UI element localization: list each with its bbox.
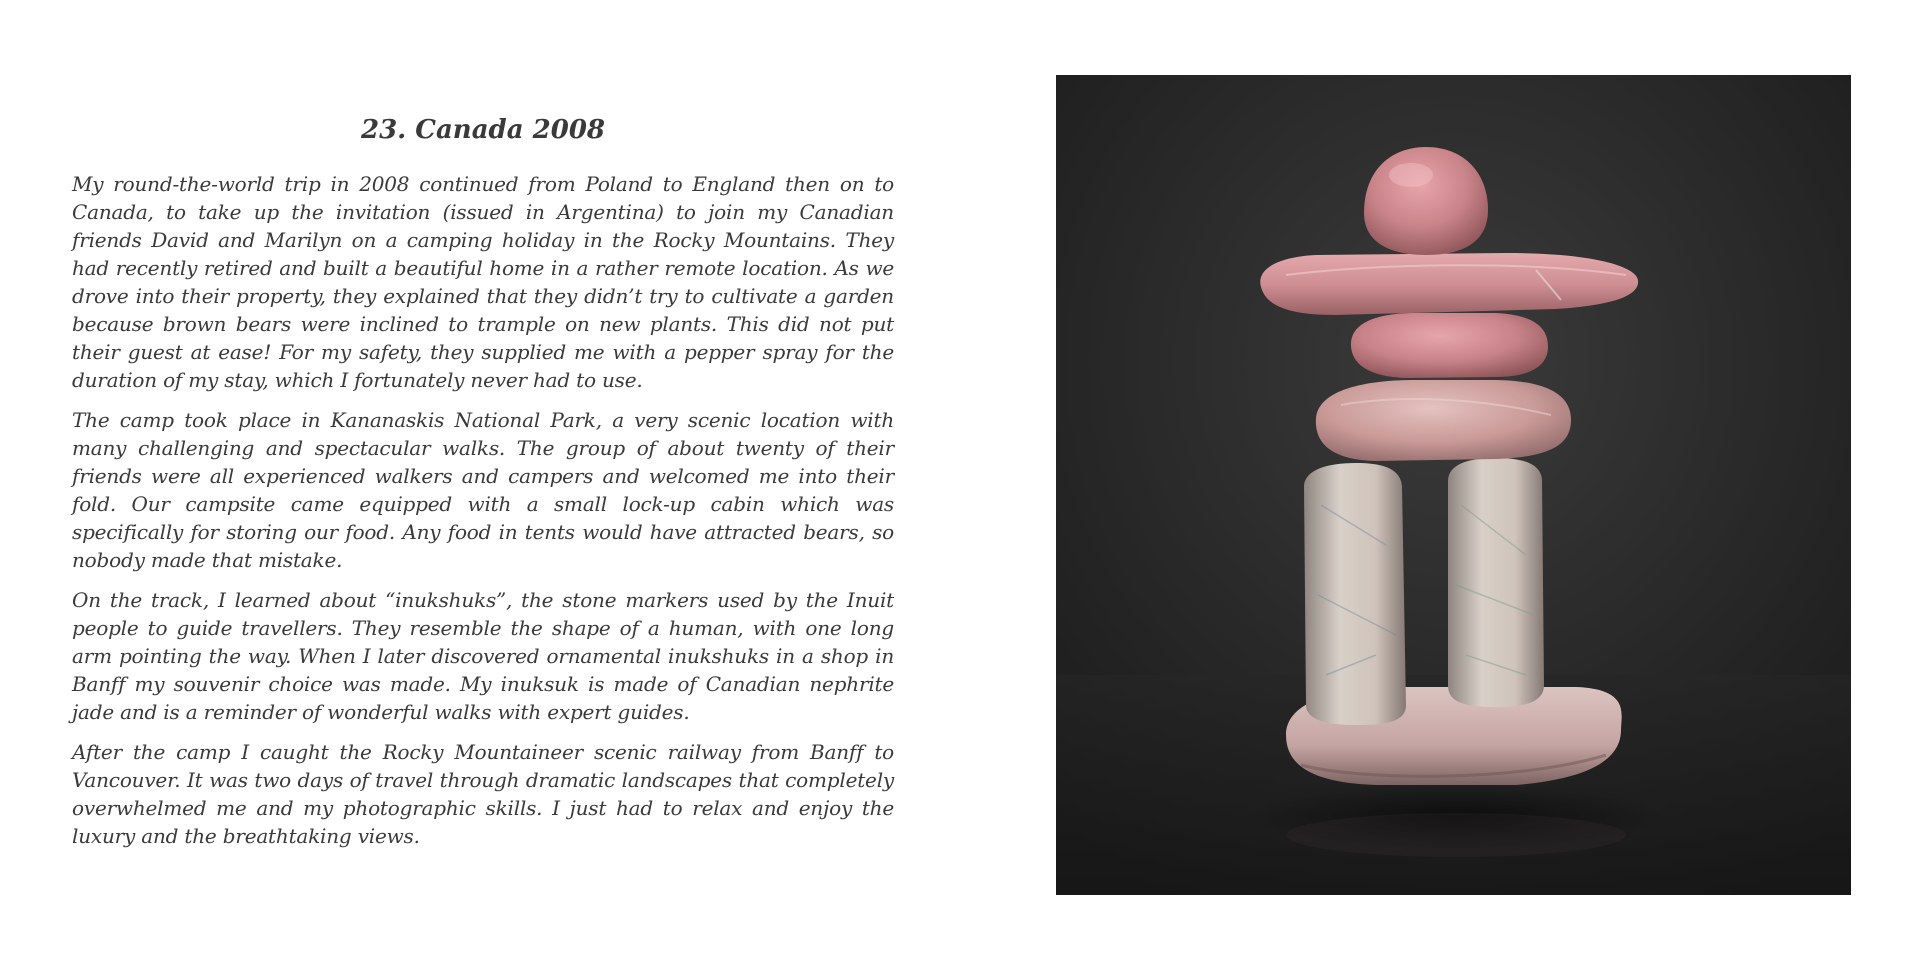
paragraph-1: My round-the-world trip in 2008 continued from Poland to England then on to Canada, to take up the invitation (issued in Argentina) to join my Canadian friends David and Marilyn on a camping holiday in the Rocky Mountains. They had recently retired and built a beautiful home in a rather remote location. As we drove into their property, they explained that they didn’t try to cultivate a garden because brown bears were inclined to trample on new plants. This did not put their guest at ease! For my safety, they supplied me with a pepper spray for the duration of my stay, which I fortunately never had to use. <box>72 172 894 392</box>
upper-body-stone <box>1351 313 1548 378</box>
arm-stone <box>1260 253 1638 315</box>
inukshuk-illustration <box>1056 75 1851 895</box>
lower-body-stone <box>1316 380 1571 461</box>
chapter-title: 23. Canada 2008 <box>360 115 606 145</box>
left-leg-stone <box>1304 463 1406 725</box>
paragraph-2: The camp took place in Kananaskis National Park, a very scenic location with many challenging and spectacular walks. The group of about twenty of their friends were all experienced walkers and campers and welcomed me into their fold. Our campsite came equipped with a small lock-up cabin which was specifically for storing our food. Any food in tents would have attracted bears, so nobody made that mistake. <box>72 408 894 572</box>
paragraph-3: On the track, I learned about “inukshuks”, the stone markers used by the Inuit people to guide travellers. They resemble the shape of a human, with one long arm pointing the way. When I later discovered ornamental inukshuks in a shop in Banff my souvenir choice was made. My inuksuk is made of Canadian nephrite jade and is a reminder of wonderful walks with expert guides. <box>72 588 894 724</box>
head-stone <box>1364 147 1488 255</box>
right-leg-stone <box>1448 458 1544 707</box>
paragraph-4: After the camp I caught the Rocky Mountaineer scenic railway from Banff to Vancouver. It was two days of travel through dramatic landscapes that completely overwhelmed me and my photographic skills. I just had to relax and enjoy the luxury and the breathtaking views. <box>72 740 894 848</box>
inukshuk-photo <box>1056 75 1851 895</box>
text-page <box>72 112 894 862</box>
